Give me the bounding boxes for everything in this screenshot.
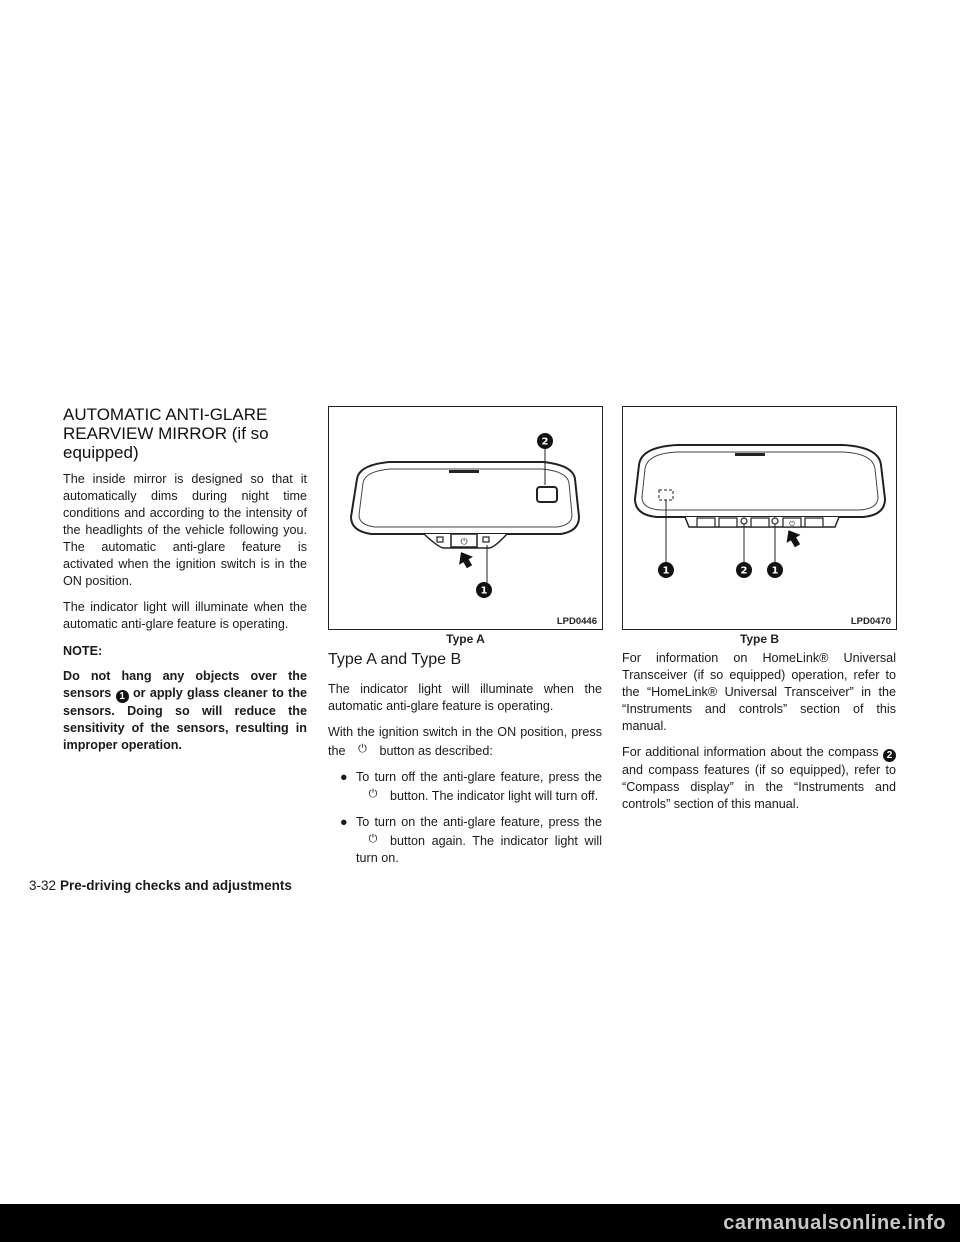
- page-number: 3-32: [29, 878, 57, 893]
- figure-type-b: [622, 406, 897, 630]
- intro-paragraph: The inside mirror is designed so that it automatically dims during night time conditions and according to the intensity of the headlights of the vehicle following you. The automatic anti-glare feature is activated when the ignition switch is in the ON position.: [63, 472, 307, 588]
- svg-text:⏻: ⏻: [789, 520, 795, 528]
- section-title-line2: REARVIEW MIRROR (if so equipped): [63, 424, 269, 462]
- callout-a-1: 1: [480, 585, 488, 597]
- compass-marker: 2: [883, 749, 896, 762]
- section-title: [63, 405, 307, 462]
- bullet-icon: ●: [340, 815, 348, 829]
- mirror-type-b-illustration: [623, 407, 896, 629]
- svg-text:⏻: ⏻: [460, 537, 468, 548]
- type-ab-paragraph: The indicator light will illuminate when the automatic anti-glare feature is operating.: [328, 682, 602, 713]
- section-title-line1: AUTOMATIC ANTI-GLARE: [63, 405, 268, 424]
- press-text-after: button as described:: [379, 744, 493, 758]
- page-footer: [29, 878, 292, 893]
- watermark-text: carmanualsonline.info: [723, 1212, 946, 1234]
- callout-b-1-right: 1: [771, 565, 779, 577]
- callout-b-2: 2: [740, 565, 748, 577]
- bullet1-before: To turn off the anti-glare feature, press the: [356, 770, 602, 784]
- figure-b-id: LPD0470: [850, 616, 891, 627]
- callout-b-1-left: 1: [662, 565, 670, 577]
- compass-text-before: For additional information about the compass: [622, 745, 879, 759]
- bullet2-before: To turn on the anti-glare feature, press the: [356, 815, 602, 829]
- watermark-bar: [0, 1204, 960, 1242]
- instruction-list: [328, 769, 602, 867]
- compass-paragraph: [622, 744, 896, 813]
- compass-text-after: and compass features (if so equipped), refer to “Compass display” in the “Instruments and controls” section of this manual.: [622, 763, 896, 811]
- sensor-marker: 1: [116, 690, 129, 703]
- figure-b-caption: Type B: [739, 632, 780, 646]
- homelink-paragraph: For information on HomeLink® Universal Transceiver (if so equipped) operation, refer to the “HomeLink® Universal Transceiver” in the “Instruments and controls” section of this manual.: [622, 651, 896, 733]
- note-text: [63, 668, 307, 754]
- footer-section-title: Pre-driving checks and adjustments: [60, 878, 292, 893]
- press-instructions: [328, 724, 602, 760]
- power-icon: ⏻: [358, 743, 367, 755]
- note-text-after: or apply glass cleaner to the sensors. Doing so will reduce the sensitivity of the sensors, resulting in improper operation.: [63, 686, 308, 752]
- indicator-paragraph: The indicator light will illuminate when the automatic anti-glare feature is operating.: [63, 600, 307, 631]
- note-text-before: Do not hang any objects over the sensors: [63, 669, 307, 700]
- bullet-icon: ●: [340, 770, 348, 784]
- mirror-type-a-illustration: [329, 407, 602, 629]
- column-left: [63, 405, 307, 754]
- power-icon: ⏻: [368, 788, 378, 800]
- list-item: [338, 814, 602, 867]
- figure-a-id: LPD0446: [556, 616, 597, 627]
- callout-a-2: 2: [541, 436, 549, 448]
- press-text-before: With the ignition switch in the ON position, press the: [328, 725, 602, 758]
- list-item: [338, 769, 602, 805]
- type-ab-heading: Type A and Type B: [328, 651, 462, 668]
- bullet1-after: button. The indicator light will turn off.: [390, 789, 599, 803]
- figure-type-a: [328, 406, 603, 630]
- column-middle: [328, 650, 602, 876]
- power-icon: ⏻: [368, 833, 378, 845]
- column-right: [622, 650, 896, 822]
- bullet2-after: button again. The indicator light will turn on.: [356, 834, 602, 865]
- figure-a-caption: Type A: [446, 632, 485, 646]
- note-heading: NOTE:: [63, 644, 103, 658]
